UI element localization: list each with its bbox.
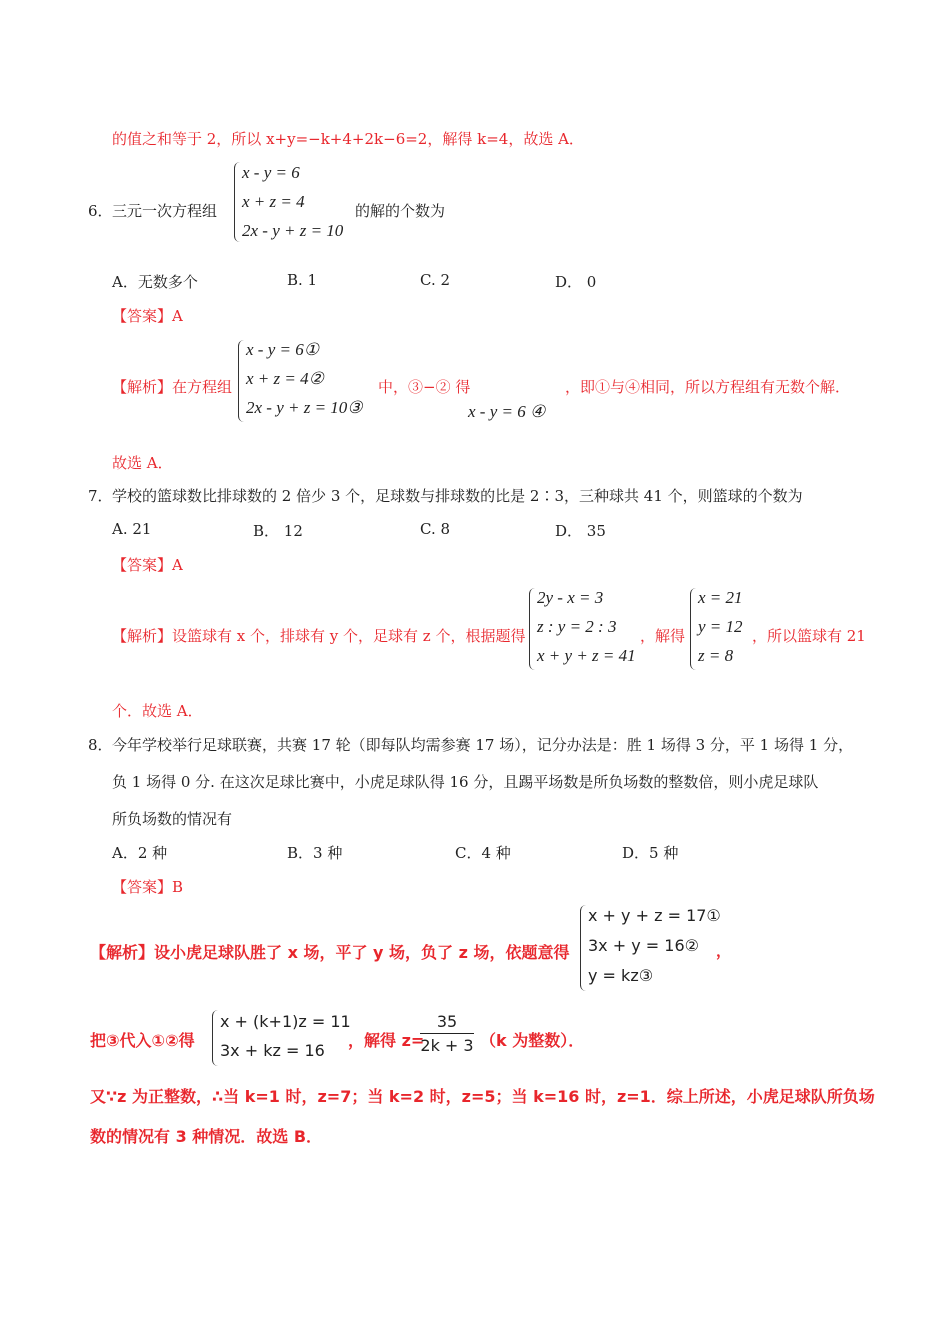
q6-derived-eq: x - y = 6 ④ <box>468 402 546 421</box>
q6-system-brace <box>234 162 241 242</box>
q8-fraction <box>420 1012 474 1055</box>
q7-answer-value: A <box>172 556 183 574</box>
q6-option-b: B. 1 <box>287 271 318 289</box>
q7-s2-eq1: x = 21 <box>698 588 743 607</box>
q8-number: 8． <box>88 736 113 754</box>
q8-s2-eq2: 3x + kz = 16 <box>220 1041 325 1060</box>
q7-s2-eq3: z = 8 <box>698 646 734 665</box>
q6-eq2: x + z = 4 <box>242 192 305 211</box>
q6-answer-label: 【答案】 <box>112 307 173 325</box>
q8-sub-before: 把③代入①②得 <box>90 1031 195 1050</box>
q7-analysis-prefix <box>112 625 525 646</box>
q8-answer-value: B <box>172 878 184 896</box>
q8-option-d: D．5 种 <box>622 844 679 862</box>
q7-system1-brace <box>529 588 536 670</box>
q8-stem-line-2: 负 1 场得 0 分. 在这次足球比赛中，小虎足球队得 16 分，且踢平场数是所负场数的整数倍，则小虎足球队 <box>112 773 819 791</box>
q7-number: 7． <box>88 487 113 505</box>
q7-stem: 学校的篮球数比排球数的 2 倍少 3 个，足球数与排球数的比是 2∶3，三种球共 41 个，则篮球的个数为 <box>112 487 803 505</box>
q6-eq3: 2x - y + z = 10 <box>242 221 344 240</box>
q8-comma: ， <box>716 942 732 960</box>
q6-number: 6． <box>88 202 113 220</box>
q6-analysis-eq1: x - y = 6① <box>246 340 319 359</box>
q8-system2-brace <box>212 1010 219 1066</box>
q7-analysis-before: 设篮球有 x 个，排球有 y 个，足球有 z 个，根据题得 <box>172 627 526 645</box>
q8-analysis-text: 设小虎足球队胜了 x 场，平了 y 场，负了 z 场，依题意得 <box>154 943 570 962</box>
q8-s1-eq3: y = kz③ <box>588 966 654 985</box>
q6-answer <box>112 305 183 326</box>
q8-option-b: B．3 种 <box>287 844 343 862</box>
q8-system1-brace <box>580 905 587 991</box>
q7-option-c: C. 8 <box>420 520 451 538</box>
q8-sub-after: （k 为整数）． <box>480 1031 585 1050</box>
q6-analysis-mid: 中，③−② 得 <box>378 378 471 396</box>
q8-s1-eq1: x + y + z = 17① <box>588 906 721 925</box>
q7-option-b: B． 12 <box>253 522 303 540</box>
q8-frac-bar <box>420 1033 474 1034</box>
q6-option-d: D． 0 <box>555 273 597 291</box>
q6-analysis-prefix <box>112 376 232 397</box>
q7-conclusion: 个．故选 A． <box>112 702 203 720</box>
q8-s2-eq1: x + (k+1)z = 11 <box>220 1012 351 1031</box>
q8-answer-label: 【答案】 <box>112 878 173 896</box>
q7-analysis-after: ，所以篮球有 21 <box>752 627 866 645</box>
q7-analysis-mid: ，解得 <box>640 627 686 645</box>
q8-s1-eq2: 3x + y = 16② <box>588 936 699 955</box>
q8-option-a: A．2 种 <box>112 844 168 862</box>
q6-answer-value: A <box>172 307 183 325</box>
intro-line: 的值之和等于 2，所以 x+y=−k+4+2k−6=2，解得 k=4，故选 A． <box>112 130 584 148</box>
q8-final-line-1: 又∵z 为正整数，∴当 k=1 时，z=7；当 k=2 时，z=5；当 k=16 时，z=1．综上所述，小虎足球队所负场 <box>90 1087 875 1106</box>
q7-s1-eq3: x + y + z = 41 <box>537 646 636 665</box>
q6-stem-after: 的解的个数为 <box>355 202 446 220</box>
q6-analysis-after: ，即①与④相同，所以方程组有无数个解． <box>565 378 851 396</box>
q7-s1-eq1: 2y - x = 3 <box>537 588 604 607</box>
q7-s1-eq2: z : y = 2 : 3 <box>537 617 617 636</box>
q6-analysis-label: 【解析】 <box>112 378 173 396</box>
q7-system2-brace <box>690 588 697 670</box>
q8-frac-numerator: 35 <box>436 1012 458 1031</box>
q6-stem-before: 三元一次方程组 <box>112 202 218 220</box>
q8-option-c: C．4 种 <box>455 844 511 862</box>
q8-analysis-label: 【解析】 <box>90 943 155 962</box>
q8-analysis-prefix <box>90 940 570 963</box>
q6-analysis-before: 在方程组 <box>172 378 233 396</box>
q7-option-d: D． 35 <box>555 522 606 540</box>
q7-analysis-label: 【解析】 <box>112 627 173 645</box>
q8-frac-denominator: 2k + 3 <box>420 1036 474 1055</box>
q6-option-a: A．无数多个 <box>112 273 198 291</box>
q6-option-c: C. 2 <box>420 271 451 289</box>
q8-stem-line-1: 今年学校举行足球联赛，共赛 17 轮（即每队均需参赛 17 场），记分办法是：胜 1 场得 3 分，平 1 场得 1 分， <box>112 736 854 754</box>
q7-answer <box>112 554 183 575</box>
q7-answer-label: 【答案】 <box>112 556 173 574</box>
q8-final-line-2: 数的情况有 3 种情况．故选 B． <box>90 1127 323 1146</box>
q6-conclusion: 故选 A． <box>112 454 173 472</box>
q6-analysis-brace <box>238 340 245 422</box>
q6-eq1: x - y = 6 <box>242 163 300 182</box>
q8-stem-line-3: 所负场数的情况有 <box>112 810 233 828</box>
q8-sub-mid: ，解得 z= <box>348 1031 425 1050</box>
q6-analysis-eq2: x + z = 4② <box>246 369 324 388</box>
q6-analysis-eq3: 2x - y + z = 10③ <box>246 398 363 417</box>
q7-s2-eq2: y = 12 <box>698 617 743 636</box>
q8-answer <box>112 876 183 897</box>
q7-option-a: A. 21 <box>112 520 152 538</box>
